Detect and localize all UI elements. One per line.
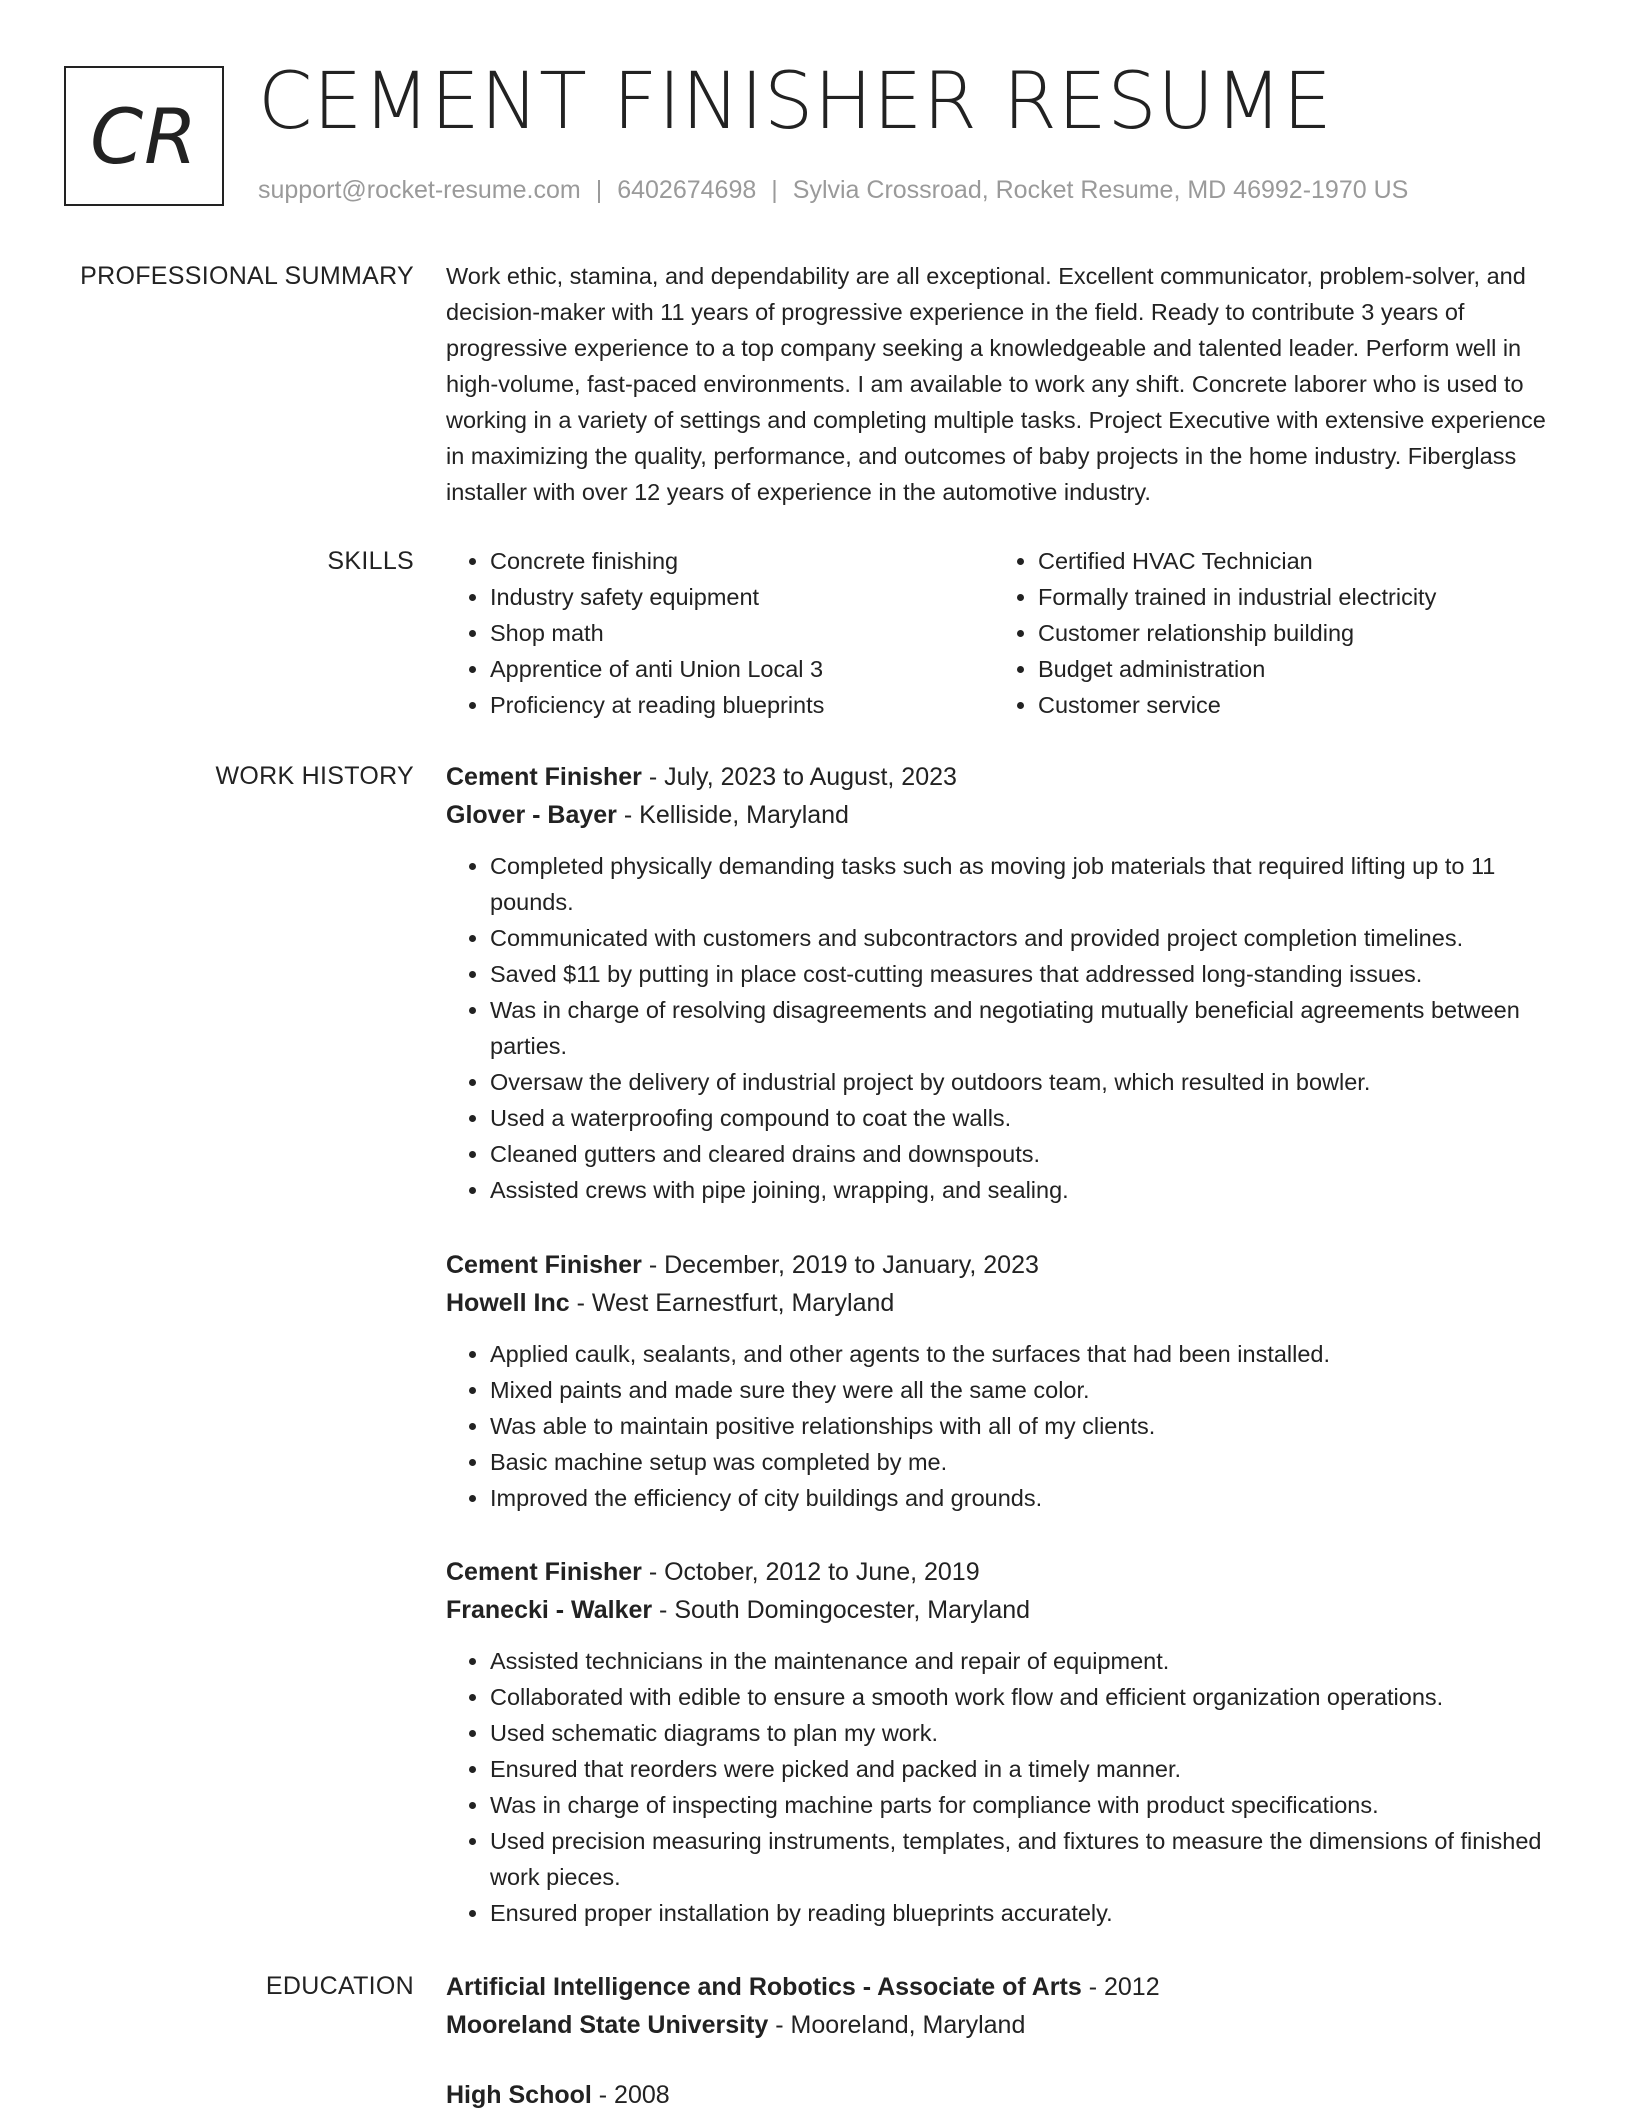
education-year: - 2008 [591, 2081, 670, 2109]
job-duty-item: • Oversaw the delivery of industrial project by outdoors team, which resulted in bowler. [490, 1064, 1566, 1100]
education-degree: High School [446, 2081, 592, 2109]
job-duties [446, 848, 1566, 1208]
job-duty-item: • Assisted crews with pipe joining, wrapping, and sealing. [490, 1172, 1566, 1208]
job-duties-list [446, 1643, 1566, 1931]
job-company-line [446, 796, 1566, 834]
job-duty-item: • Cleaned gutters and cleared drains and downspouts. [490, 1136, 1566, 1172]
education-school: Mooreland State University [446, 2011, 769, 2039]
summary-body [446, 258, 1566, 510]
job-duty-item: • Applied caulk, sealants, and other agents to the surfaces that had been installed. [490, 1336, 1330, 1372]
skill-item: • Concrete finishing [490, 543, 994, 579]
skills-list-left [446, 543, 994, 723]
job-duty-item: • Mixed paints and made sure they were all the same color. [490, 1372, 1330, 1408]
page-title: CEMENT FINISHER RESUME [258, 57, 1333, 147]
education-entry [446, 2076, 670, 2114]
job-title-line [446, 758, 1566, 796]
skills-column-right [994, 543, 1542, 723]
job-company: Howell Inc [446, 1289, 570, 1317]
monogram-logo [64, 66, 224, 206]
skill-item: • Formally trained in industrial electricity [1038, 579, 1542, 615]
job-company-line [446, 1591, 1566, 1629]
job-duty-item: • Ensured that reorders were picked and packed in a timely manner. [490, 1751, 1566, 1787]
job-location: - South Domingocester, Maryland [652, 1596, 1031, 1624]
job-duty-item: • Improved the efficiency of city buildings and grounds. [490, 1480, 1330, 1516]
contact-separator: | [771, 176, 778, 204]
contact-address: Sylvia Crossroad, Rocket Resume, MD 46992-1970 US [792, 176, 1409, 204]
job-title: Cement Finisher [446, 763, 642, 791]
job-entry [446, 1246, 1330, 1516]
job-company-line [446, 1284, 1330, 1322]
job-duties-list [446, 1336, 1330, 1516]
skill-item: • Industry safety equipment [490, 579, 994, 615]
education-year: - 2012 [1081, 1973, 1160, 2001]
job-dates: - October, 2012 to June, 2019 [641, 1558, 980, 1586]
job-location: - West Earnestfurt, Maryland [569, 1289, 895, 1317]
job-title-line [446, 1553, 1566, 1591]
skill-item: • Proficiency at reading blueprints [490, 687, 994, 723]
section-label-skills: SKILLS [327, 547, 414, 575]
summary-text: Work ethic, stamina, and dependability are all exceptional. Excellent communicator, problem-solver, and decision-maker with 11 years of progressive experience in the field. Ready to contribute 3 years of progressive experience to a top company seeking a knowledgeable and talented leader. Perform well in high-volume, fast-paced environments. I am available to work any shift. Concrete laborer who is used to working in a variety of settings and completing multiple tasks. Project Executive with extensive experience in maximizing the quality, performance, and outcomes of baby projects in the home industry. Fiberglass installer with over 12 years of experience in the automotive industry. [446, 263, 1546, 505]
job-company: Glover - Bayer [446, 801, 617, 829]
skill-item: • Customer service [1038, 687, 1542, 723]
job-duty-item: • Was in charge of resolving disagreements and negotiating mutually beneficial agreements between parties. [490, 992, 1566, 1064]
job-entry [446, 758, 1566, 1208]
job-title: Cement Finisher [446, 1251, 642, 1279]
skill-item: • Customer relationship building [1038, 615, 1542, 651]
education-degree-line [446, 2076, 670, 2114]
job-duty-item: • Basic machine setup was completed by me. [490, 1444, 1330, 1480]
job-company: Franecki - Walker [446, 1596, 653, 1624]
monogram-text: CR [90, 91, 198, 181]
job-location: - Kelliside, Maryland [616, 801, 849, 829]
job-duty-item: • Used schematic diagrams to plan my work. [490, 1715, 1566, 1751]
skills-list-right [994, 543, 1542, 723]
section-label-work: WORK HISTORY [215, 762, 414, 790]
job-duty-item: • Used precision measuring instruments, templates, and fixtures to measure the dimensions of finished work pieces. [490, 1823, 1566, 1895]
job-title: Cement Finisher [446, 1558, 642, 1586]
job-duties [446, 1643, 1566, 1931]
job-duty-item: • Ensured proper installation by reading blueprints accurately. [490, 1895, 1566, 1931]
skills-column-left [446, 543, 994, 723]
education-degree-line [446, 1968, 1160, 2006]
section-label-summary: PROFESSIONAL SUMMARY [80, 262, 414, 290]
skill-item: • Budget administration [1038, 651, 1542, 687]
contact-email: support@rocket-resume.com [258, 176, 581, 204]
education-school-line [446, 2006, 1160, 2044]
job-duties-list [446, 848, 1566, 1208]
job-duties [446, 1336, 1330, 1516]
contact-separator: | [595, 176, 603, 204]
section-label-education: EDUCATION [265, 1972, 414, 2000]
education-degree: Artificial Intelligence and Robotics - Associate of Arts [446, 1973, 1082, 2001]
job-title-line [446, 1246, 1330, 1284]
skills-grid [446, 543, 1566, 723]
job-duty-item: • Communicated with customers and subcontractors and provided project completion timelines. [490, 920, 1566, 956]
job-duty-item: • Assisted technicians in the maintenance and repair of equipment. [490, 1643, 1566, 1679]
job-duty-item: • Was in charge of inspecting machine parts for compliance with product specifications. [490, 1787, 1566, 1823]
job-entry [446, 1553, 1566, 1931]
skill-item: • Certified HVAC Technician [1038, 543, 1542, 579]
job-duty-item: • Collaborated with edible to ensure a smooth work flow and efficient organization operations. [490, 1679, 1566, 1715]
education-entry [446, 1968, 1160, 2044]
job-dates: - July, 2023 to August, 2023 [641, 763, 957, 791]
job-duty-item: • Used a waterproofing compound to coat the walls. [490, 1100, 1566, 1136]
job-duty-item: • Saved $11 by putting in place cost-cutting measures that addressed long-standing issues. [490, 956, 1566, 992]
contact-phone: 6402674698 [617, 176, 757, 204]
education-location: - Mooreland, Maryland [768, 2011, 1026, 2039]
job-dates: - December, 2019 to January, 2023 [641, 1251, 1039, 1279]
job-duty-item: • Completed physically demanding tasks such as moving job materials that required lifting up to 11 pounds. [490, 848, 1566, 920]
skill-item: • Apprentice of anti Union Local 3 [490, 651, 994, 687]
skill-item: • Shop math [490, 615, 994, 651]
job-duty-item: • Was able to maintain positive relationships with all of my clients. [490, 1408, 1330, 1444]
contact-line [258, 174, 1408, 206]
